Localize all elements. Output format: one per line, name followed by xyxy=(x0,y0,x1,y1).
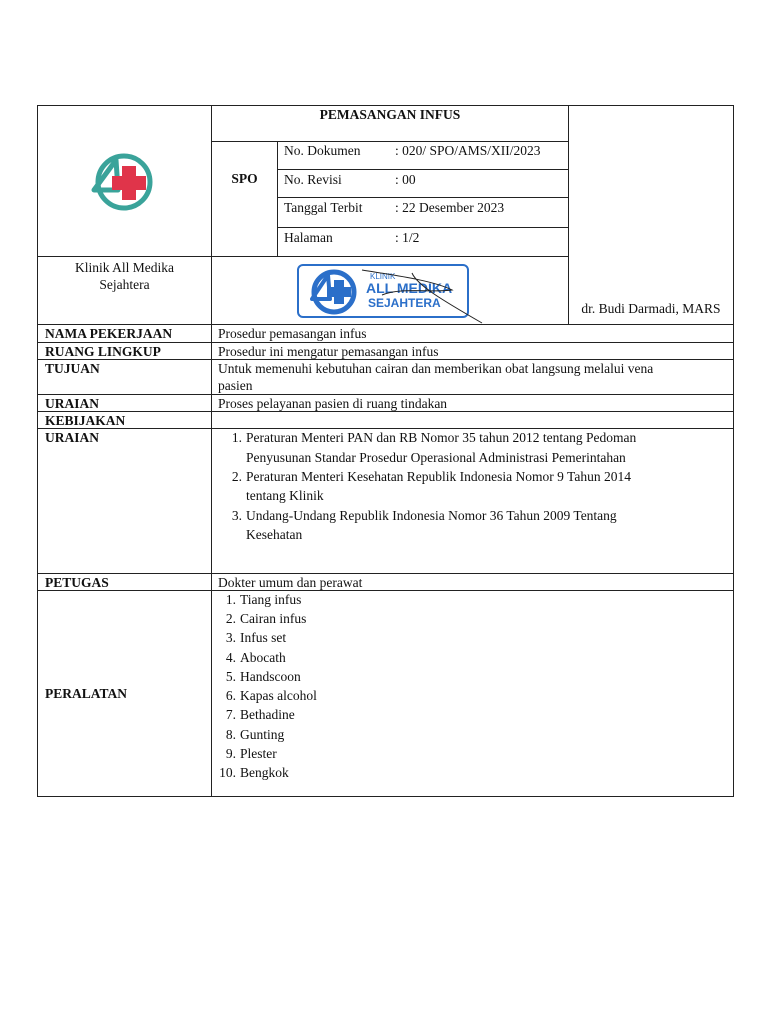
uraian-value: Proses pelayanan pasien di ruang tindakan xyxy=(218,396,448,411)
list-item: 3. Infus set xyxy=(225,630,287,645)
row-label-cell xyxy=(37,394,212,412)
list-item-cont: Penyusunan Standar Prosedur Operasional Administrasi Pemerintahan xyxy=(246,450,626,465)
row-label-cell xyxy=(37,590,212,797)
tujuan-label: TUJUAN xyxy=(45,361,100,376)
list-item: 4. Abocath xyxy=(225,650,286,665)
row-label-cell xyxy=(37,324,212,343)
doc-info-label: Halaman xyxy=(284,230,333,245)
doc-info-row-1 xyxy=(277,141,569,170)
clinic-name-line2: Sejahtera xyxy=(99,277,150,292)
peralatan-label: PERALATAN xyxy=(45,686,128,701)
stamp-line1: KLINIK xyxy=(370,272,396,281)
spo-label: SPO xyxy=(231,171,258,186)
row-value-cell xyxy=(211,342,734,360)
list-item: 1. Peraturan Menteri PAN dan RB Nomor 35 tahun 2012 tentang Pedoman xyxy=(231,430,637,445)
uraian-label: URAIAN xyxy=(45,396,99,411)
nama-pekerjaan-label: NAMA PEKERJAAN xyxy=(45,326,173,341)
clinic-logo-icon xyxy=(88,150,158,212)
stamp-line3: SEJAHTERA xyxy=(368,296,441,310)
list-item: 2. Peraturan Menteri Kesehatan Republik Indonesia Nomor 9 Tahun 2014 xyxy=(231,469,631,484)
doc-info-row-4 xyxy=(277,227,569,257)
tujuan-value-line2: pasien xyxy=(218,378,253,393)
list-item: 7. Bethadine xyxy=(225,707,295,722)
document-title: PEMASANGAN INFUS xyxy=(319,107,461,122)
kebijakan-label: KEBIJAKAN xyxy=(45,413,126,428)
doc-info-label: No. Revisi xyxy=(284,172,342,187)
row-label-cell xyxy=(37,428,212,574)
row-label-cell xyxy=(37,411,212,429)
list-item: 2. Cairan infus xyxy=(225,611,307,626)
spo-cell xyxy=(211,141,278,257)
row-value-cell xyxy=(211,359,734,395)
row-label-cell xyxy=(37,573,212,591)
ruang-lingkup-value: Prosedur ini mengatur pemasangan infus xyxy=(218,344,439,359)
list-item: 5. Handscoon xyxy=(225,669,301,684)
doc-info-row-2 xyxy=(277,169,569,198)
signature-cell xyxy=(568,105,734,325)
list-item: 1. Tiang infus xyxy=(225,592,302,607)
stamp-line2: ALL MEDIKA xyxy=(366,280,453,296)
signature-mark xyxy=(342,265,492,325)
doc-info-label: Tanggal Terbit xyxy=(284,200,363,215)
ruang-lingkup-label: RUANG LINGKUP xyxy=(45,344,161,359)
doc-info-value: : 1/2 xyxy=(395,230,420,245)
list-item: 3. Undang-Undang Republik Indonesia Nomor 36 Tahun 2009 Tentang xyxy=(231,508,617,523)
doc-info-row-3 xyxy=(277,197,569,228)
title-cell xyxy=(211,105,569,142)
list-item-cont: Kesehatan xyxy=(246,527,303,542)
list-item: 9. Plester xyxy=(225,746,277,761)
tujuan-value-line1: Untuk memenuhi kebutuhan cairan dan memberikan obat langsung melalui vena xyxy=(218,361,654,376)
logo-cell xyxy=(37,105,212,257)
doc-info-value: : 020/ SPO/AMS/XII/2023 xyxy=(395,143,541,158)
list-item: 6. Kapas alcohol xyxy=(225,688,317,703)
signatory-name: dr. Budi Darmadi, MARS xyxy=(581,301,721,316)
uraian-label: URAIAN xyxy=(45,430,99,445)
petugas-value: Dokter umum dan perawat xyxy=(218,575,363,590)
list-item: 10. Bengkok xyxy=(219,765,289,780)
clinic-name-line1: Klinik All Medika xyxy=(75,260,174,275)
list-item: 8. Gunting xyxy=(225,727,285,742)
row-label-cell xyxy=(37,359,212,395)
row-value-cell xyxy=(211,590,734,797)
nama-pekerjaan-value: Prosedur pemasangan infus xyxy=(218,326,367,341)
list-item-cont: tentang Klinik xyxy=(246,488,324,503)
row-value-cell xyxy=(211,394,734,412)
doc-info-value: : 22 Desember 2023 xyxy=(395,200,505,215)
row-value-cell xyxy=(211,573,734,591)
stamp-cell xyxy=(211,256,569,325)
doc-info-value: : 00 xyxy=(395,172,416,187)
row-value-cell xyxy=(211,428,734,574)
petugas-label: PETUGAS xyxy=(45,575,109,590)
row-value-cell xyxy=(211,324,734,343)
row-label-cell xyxy=(37,342,212,360)
doc-info-label: No. Dokumen xyxy=(284,143,361,158)
row-value-cell xyxy=(211,411,734,429)
clinic-name-cell xyxy=(37,256,212,325)
